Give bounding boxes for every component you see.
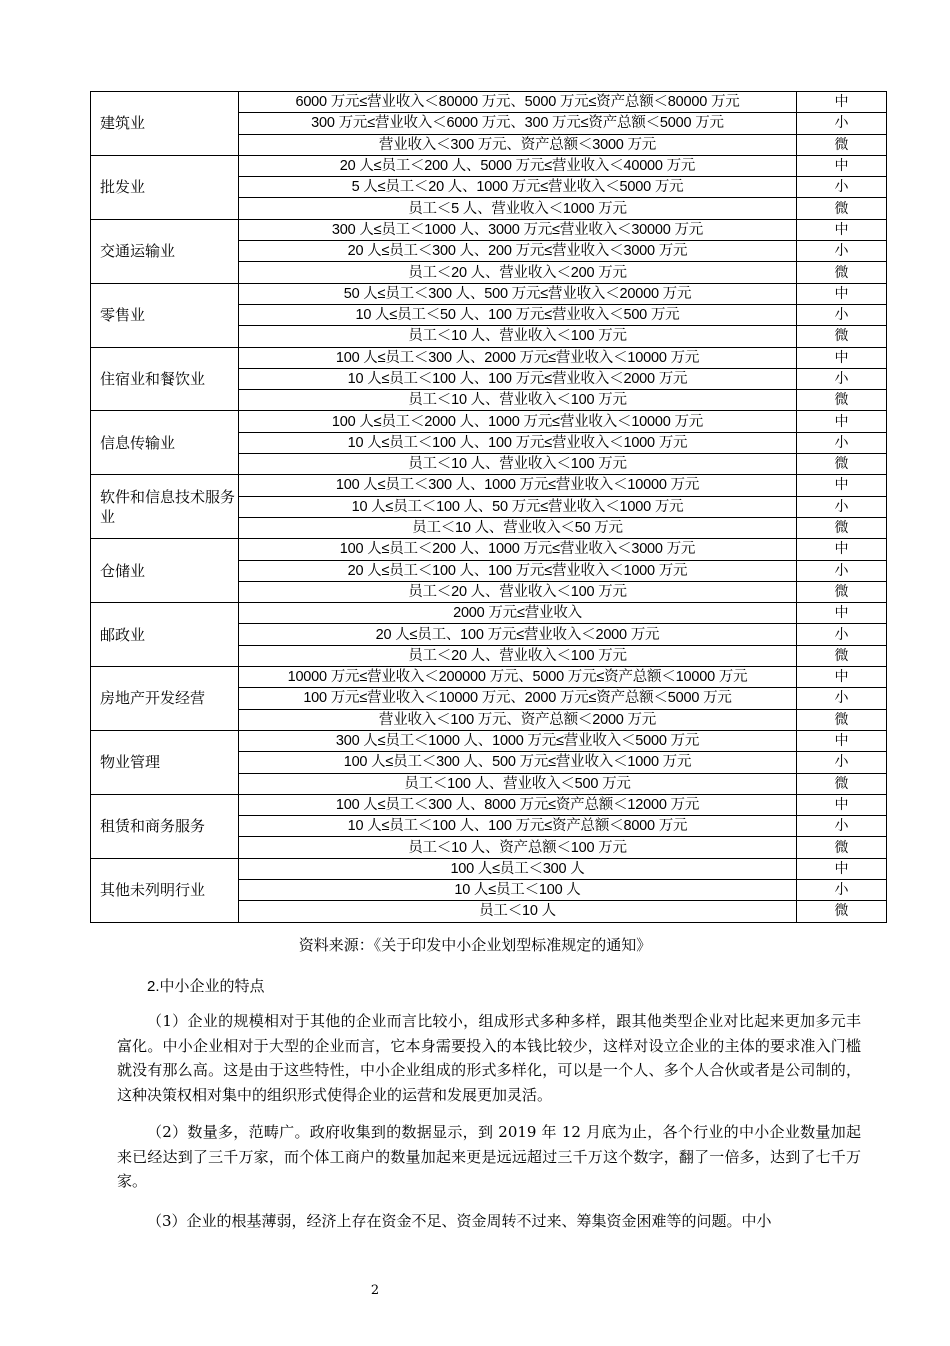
criteria-cell: 20 人≤员工＜300 人、200 万元≤营业收入＜3000 万元 xyxy=(239,241,797,262)
size-cell: 中 xyxy=(797,92,887,113)
criteria-cell: 员工＜10 人 xyxy=(239,901,797,922)
size-cell: 小 xyxy=(797,816,887,837)
criteria-cell: 100 人≤员工＜200 人、1000 万元≤营业收入＜3000 万元 xyxy=(239,539,797,560)
size-cell: 微 xyxy=(797,517,887,538)
size-cell: 中 xyxy=(797,475,887,496)
criteria-cell: 10 人≤员工＜100 人、100 万元≤营业收入＜2000 万元 xyxy=(239,368,797,389)
criteria-cell: 10 人≤员工＜100 人、100 万元≤资产总额＜8000 万元 xyxy=(239,816,797,837)
criteria-cell: 100 人≤员工＜300 人、1000 万元≤营业收入＜10000 万元 xyxy=(239,475,797,496)
size-cell: 小 xyxy=(797,177,887,198)
size-cell: 微 xyxy=(797,645,887,666)
size-cell: 中 xyxy=(797,411,887,432)
size-cell: 中 xyxy=(797,858,887,879)
size-cell: 微 xyxy=(797,390,887,411)
criteria-cell: 员工＜10 人、营业收入＜50 万元 xyxy=(239,517,797,538)
size-cell: 中 xyxy=(797,283,887,304)
industry-cell: 批发业 xyxy=(91,155,239,219)
criteria-cell: 10 人≤员工＜100 人 xyxy=(239,879,797,900)
size-cell: 微 xyxy=(797,262,887,283)
size-cell: 小 xyxy=(797,432,887,453)
criteria-cell: 员工＜10 人、资产总额＜100 万元 xyxy=(239,837,797,858)
table-row xyxy=(91,347,887,368)
table-row xyxy=(91,539,887,560)
size-cell: 中 xyxy=(797,794,887,815)
table-row xyxy=(91,794,887,815)
criteria-cell: 100 人≤员工＜2000 人、1000 万元≤营业收入＜10000 万元 xyxy=(239,411,797,432)
size-cell: 中 xyxy=(797,219,887,240)
size-cell: 小 xyxy=(797,879,887,900)
size-cell: 中 xyxy=(797,539,887,560)
criteria-cell: 员工＜20 人、营业收入＜200 万元 xyxy=(239,262,797,283)
size-cell: 中 xyxy=(797,347,887,368)
criteria-cell: 10 人≤员工＜100 人、50 万元≤营业收入＜1000 万元 xyxy=(239,496,797,517)
table-row xyxy=(91,730,887,751)
criteria-cell: 员工＜10 人、营业收入＜100 万元 xyxy=(239,326,797,347)
criteria-cell: 员工＜20 人、营业收入＜100 万元 xyxy=(239,581,797,602)
size-cell: 微 xyxy=(797,581,887,602)
size-cell: 中 xyxy=(797,667,887,688)
criteria-cell: 100 人≤员工＜300 人、2000 万元≤营业收入＜10000 万元 xyxy=(239,347,797,368)
criteria-cell: 员工＜10 人、营业收入＜100 万元 xyxy=(239,390,797,411)
industry-cell: 交通运输业 xyxy=(91,219,239,283)
criteria-cell: 5 人≤员工＜20 人、1000 万元≤营业收入＜5000 万元 xyxy=(239,177,797,198)
table-row xyxy=(91,858,887,879)
size-cell: 中 xyxy=(797,603,887,624)
criteria-cell: 100 人≤员工＜300 人、500 万元≤营业收入＜1000 万元 xyxy=(239,752,797,773)
criteria-cell: 营业收入＜100 万元、资产总额＜2000 万元 xyxy=(239,709,797,730)
table-row xyxy=(91,92,887,113)
industry-cell: 租赁和商务服务 xyxy=(91,794,239,858)
size-cell: 中 xyxy=(797,155,887,176)
table-row xyxy=(91,155,887,176)
criteria-cell: 10 人≤员工＜100 人、100 万元≤营业收入＜1000 万元 xyxy=(239,432,797,453)
size-cell: 小 xyxy=(797,752,887,773)
industry-cell: 房地产开发经营 xyxy=(91,667,239,731)
table-row xyxy=(91,475,887,496)
page-number: 2 xyxy=(370,1283,380,1298)
criteria-cell: 300 万元≤营业收入＜6000 万元、300 万元≤资产总额＜5000 万元 xyxy=(239,113,797,134)
criteria-cell: 300 人≤员工＜1000 人、1000 万元≤营业收入＜5000 万元 xyxy=(239,730,797,751)
paragraph-3: （3）企业的根基薄弱，经济上存在资金不足、资金周转不过来、筹集资金困难等的问题。中小 xyxy=(147,1212,772,1230)
size-cell: 微 xyxy=(797,837,887,858)
criteria-cell: 100 万元≤营业收入＜10000 万元、2000 万元≤资产总额＜5000 万元 xyxy=(239,688,797,709)
table-row xyxy=(91,283,887,304)
criteria-cell: 50 人≤员工＜300 人、500 万元≤营业收入＜20000 万元 xyxy=(239,283,797,304)
criteria-cell: 10 人≤员工＜50 人、100 万元≤营业收入＜500 万元 xyxy=(239,304,797,325)
size-cell: 微 xyxy=(797,773,887,794)
criteria-cell: 10000 万元≤营业收入＜200000 万元、5000 万元≤资产总额＜10000 万元 xyxy=(239,667,797,688)
industry-cell: 软件和信息技术服务业 xyxy=(91,475,239,539)
section-heading: 2.中小企业的特点 xyxy=(147,978,265,995)
industry-cell: 信息传输业 xyxy=(91,411,239,475)
criteria-cell: 100 人≤员工＜300 人、8000 万元≤资产总额＜12000 万元 xyxy=(239,794,797,815)
table-row xyxy=(91,219,887,240)
size-cell: 小 xyxy=(797,624,887,645)
industry-cell: 住宿业和餐饮业 xyxy=(91,347,239,411)
size-cell: 微 xyxy=(797,326,887,347)
criteria-cell: 员工＜5 人、营业收入＜1000 万元 xyxy=(239,198,797,219)
industry-cell: 邮政业 xyxy=(91,603,239,667)
table-row xyxy=(91,603,887,624)
criteria-cell: 20 人≤员工、100 万元≤营业收入＜2000 万元 xyxy=(239,624,797,645)
criteria-cell: 100 人≤员工＜300 人 xyxy=(239,858,797,879)
size-cell: 微 xyxy=(797,454,887,475)
criteria-cell: 20 人≤员工＜100 人、100 万元≤营业收入＜1000 万元 xyxy=(239,560,797,581)
criteria-cell: 营业收入＜300 万元、资产总额＜3000 万元 xyxy=(239,134,797,155)
criteria-cell: 员工＜100 人、营业收入＜500 万元 xyxy=(239,773,797,794)
industry-cell: 零售业 xyxy=(91,283,239,347)
size-cell: 微 xyxy=(797,134,887,155)
enterprise-classification-table xyxy=(90,91,887,923)
size-cell: 中 xyxy=(797,730,887,751)
criteria-cell: 300 人≤员工＜1000 人、3000 万元≤营业收入＜30000 万元 xyxy=(239,219,797,240)
size-cell: 小 xyxy=(797,113,887,134)
industry-cell: 其他未列明行业 xyxy=(91,858,239,922)
size-cell: 小 xyxy=(797,368,887,389)
size-cell: 小 xyxy=(797,560,887,581)
paragraph-1: （1）企业的规模相对于其他的企业而言比较小，组成形式多种多样，跟其他类型企业对比起来更加多元丰富化。中小企业相对于大型的企业而言，它本身需要投入的本钱比较少，这样对设立企业的主体的要求准入门槛就没有那么高。这是由于这些特性，中小企业组成的形式多样化，可以是一个人、多个人合伙或者是公司制的，这种决策权相对集中的组织形式使得企业的运营和发展更加灵活。 xyxy=(117,1012,861,1104)
industry-cell: 仓储业 xyxy=(91,539,239,603)
industry-cell: 物业管理 xyxy=(91,730,239,794)
size-cell: 微 xyxy=(797,198,887,219)
table-row xyxy=(91,411,887,432)
size-cell: 微 xyxy=(797,901,887,922)
size-cell: 小 xyxy=(797,496,887,517)
criteria-cell: 20 人≤员工＜200 人、5000 万元≤营业收入＜40000 万元 xyxy=(239,155,797,176)
table-source-note: 资料来源：《关于印发中小企业划型标准规定的通知》 xyxy=(298,936,652,954)
size-cell: 微 xyxy=(797,709,887,730)
criteria-cell: 2000 万元≤营业收入 xyxy=(239,603,797,624)
criteria-cell: 6000 万元≤营业收入＜80000 万元、5000 万元≤资产总额＜80000 万元 xyxy=(239,92,797,113)
size-cell: 小 xyxy=(797,688,887,709)
criteria-cell: 员工＜10 人、营业收入＜100 万元 xyxy=(239,454,797,475)
industry-cell: 建筑业 xyxy=(91,92,239,156)
paragraph-2: （2）数量多，范畴广。政府收集到的数据显示，到 2019 年 12 月底为止，各个行业的中小企业数量加起来已经达到了三千万家，而个体工商户的数量加起来更是远远超过三千万这个数字，翻了一倍多，达到了七千万家。 xyxy=(117,1123,861,1190)
size-cell: 小 xyxy=(797,241,887,262)
table-row xyxy=(91,667,887,688)
criteria-cell: 员工＜20 人、营业收入＜100 万元 xyxy=(239,645,797,666)
size-cell: 小 xyxy=(797,304,887,325)
